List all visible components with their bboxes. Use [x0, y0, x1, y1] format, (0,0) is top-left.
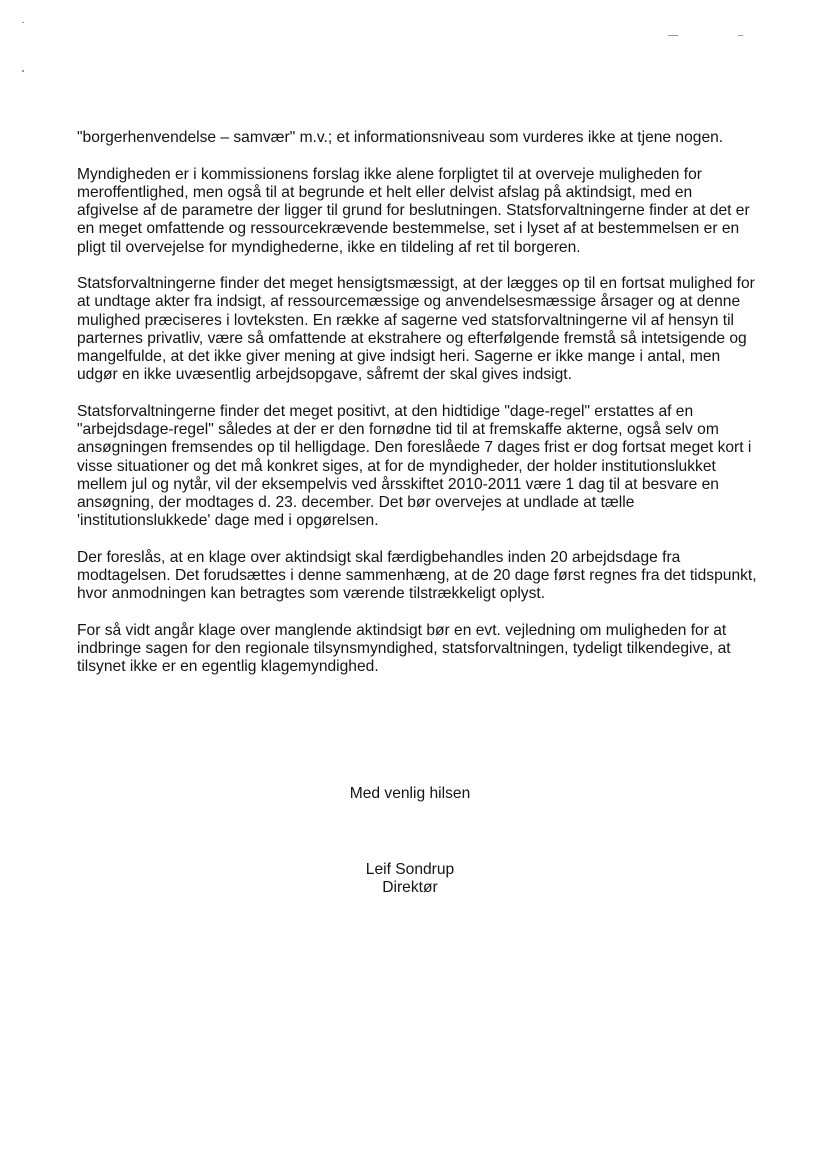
signatory-title: Direktør [382, 879, 438, 896]
paragraph: For så vidt angår klage over manglende aktindsigt bør en evt. vejledning om muligheden for at indbringe sagen for den regionale tilsynsmyndighed, statsforvaltningen, tydeligt tilkendegive, at tilsynet ikke er en egentlig klagemyndighed. [77, 621, 731, 676]
paragraph: Statsforvaltningerne finder det meget positivt, at den hidtidige "dage-regel" erstattes af en "arbejdsdage-regel" således at der er den fornødne tid til at fremskaffe akterne, også selv om ansøgningen fremsendes op til helligdage. Den foreslåede 7 dages frist er dog fortsat meget kort i visse situationer og det må konkret siges, at for de myndigheder, der holder institutionslukket mellem jul og nytår, vil der eksempelvis ved årsskiftet 2010-2011 være 1 dag til at besvare en ansøgning, der modtages d. 23. december. Det bør overvejes at undlade at tælle 'institutionslukkede' dage med i opgørelsen. [77, 402, 752, 530]
paragraph: Myndigheden er i kommissionens forslag ikke alene forpligtet til at overveje muligheden for meroffentlighed, men også til at begrunde et helt eller delvist afslag på aktindsigt, med en afgivelse af de parametre der ligger til grund for beslutningen. Statsforvaltningerne finder at det er en meget omfattende og ressourcekrævende bestemmelse, set i lyset af at bestemmelsen er en pligt til overvejelse for myndighederne, ikke en tildeling af ret til borgeren. [77, 165, 750, 256]
paragraph: Statsforvaltningerne finder det meget hensigtsmæssigt, at der lægges op til en fortsat mulighed for at undtage akter fra indsigt, af ressourcemæssige og anvendelsesmæssige årsager og at denne mulighed præciseres i lovteksten. En række af sagerne ved statsforvaltningerne vil af hensyn til parternes privatliv, være så omfattende at ekstrahere og efterfølgende fremstå så intetsigende og mangelfulde, at det ikke giver mening at give indsigt heri. Sagerne er ikke mange i antal, men udgør en ikke uvæsentlig arbejdsopgave, såfremt der skal gives indsigt. [77, 275, 755, 384]
paragraph: Der foreslås, at en klage over aktindsigt skal færdigbehandles inden 20 arbejdsdage fra modtagelsen. Det forudsættes i denne sammenhæng, at de 20 dage først regnes fra det tidspunkt, hvor anmodningen kan betragtes som værende tilstrækkeligt oplyst. [77, 548, 757, 603]
scan-speck [22, 70, 24, 72]
scan-speck [22, 22, 24, 23]
closing-greeting: Med venlig hilsen [349, 785, 471, 802]
scan-speck [668, 35, 678, 36]
scan-speck [738, 35, 743, 36]
paragraph: "borgerhenvendelse – samvær" m.v.; et informationsniveau som vurderes ikke at tjene nogen. [77, 129, 724, 146]
letter-body [77, 129, 757, 695]
signatory-name: Leif Sondrup [365, 861, 455, 878]
